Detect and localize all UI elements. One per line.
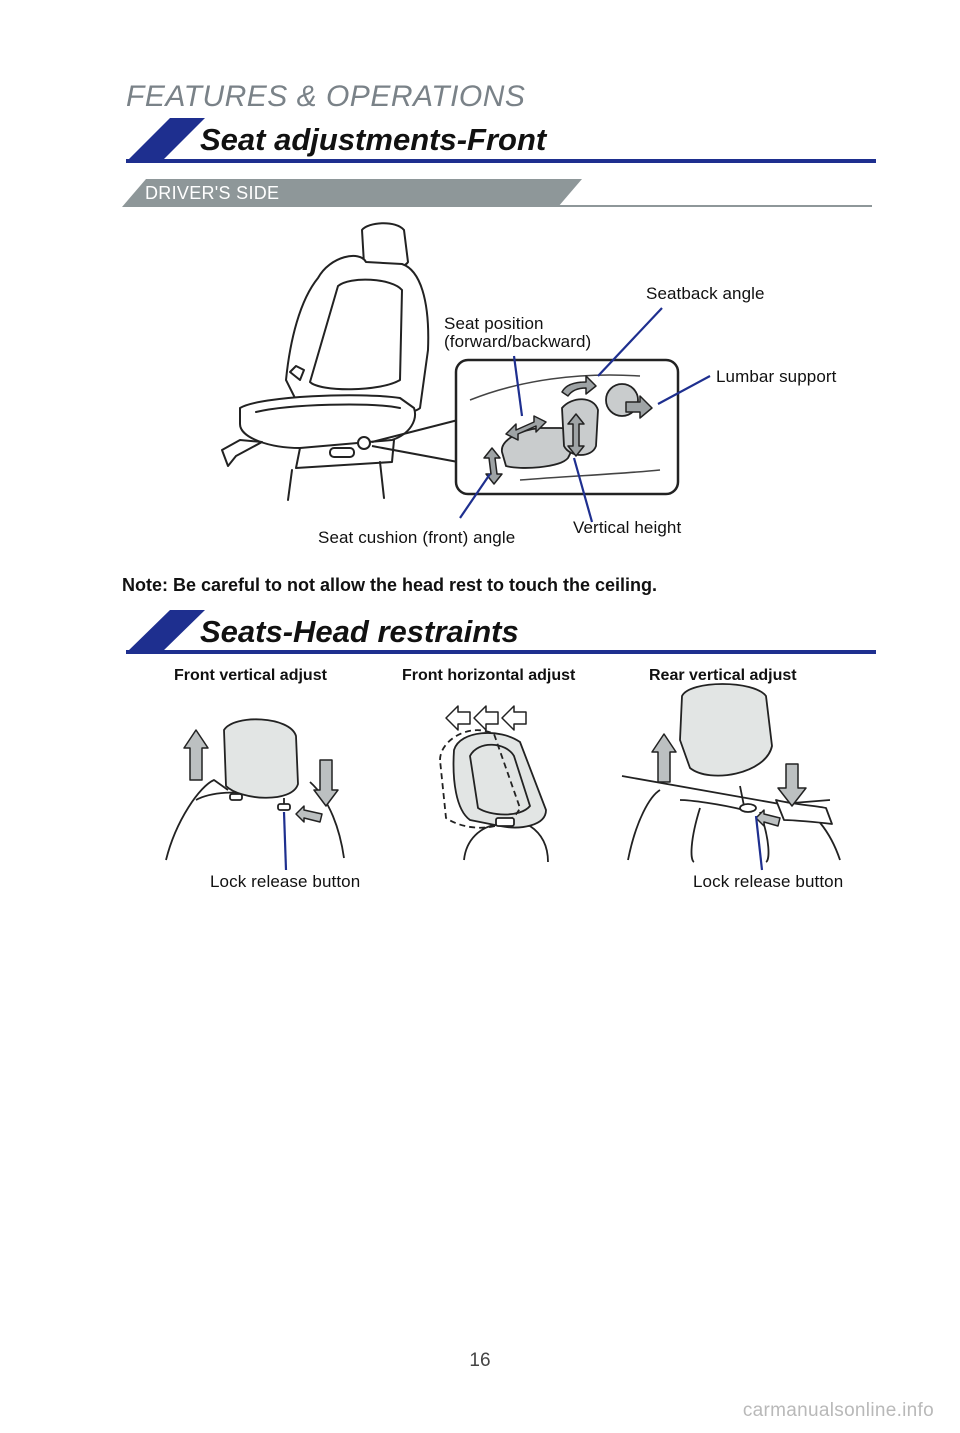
caption-front-horizontal: Front horizontal adjust: [402, 667, 576, 684]
label-seat-position-line2: (forward/backward): [444, 332, 592, 351]
drivers-side-label: DRIVER'S SIDE: [145, 183, 280, 203]
label-vertical-height: Vertical height: [573, 518, 682, 537]
label-lumbar-support: Lumbar support: [716, 367, 837, 386]
label-seat-position-line1: Seat position: [444, 314, 544, 333]
label-lock-release-right: Lock release button: [693, 872, 844, 891]
label-lock-release-left: Lock release button: [210, 872, 361, 891]
category-header: FEATURES & OPERATIONS: [126, 80, 526, 113]
ceiling-note: Note: Be careful to not allow the head rest to touch the ceiling.: [122, 575, 658, 595]
watermark: carmanualsonline.info: [742, 1400, 934, 1421]
caption-rear-vertical: Rear vertical adjust: [649, 667, 797, 684]
caption-front-vertical: Front vertical adjust: [174, 667, 327, 684]
page-number: 16: [469, 1350, 491, 1371]
label-seatback-angle: Seatback angle: [646, 284, 765, 303]
seat-adjustments-title: Seat adjustments-Front: [200, 122, 547, 157]
head-restraints-title: Seats-Head restraints: [200, 614, 519, 649]
label-seat-cushion-angle: Seat cushion (front) angle: [318, 528, 516, 547]
